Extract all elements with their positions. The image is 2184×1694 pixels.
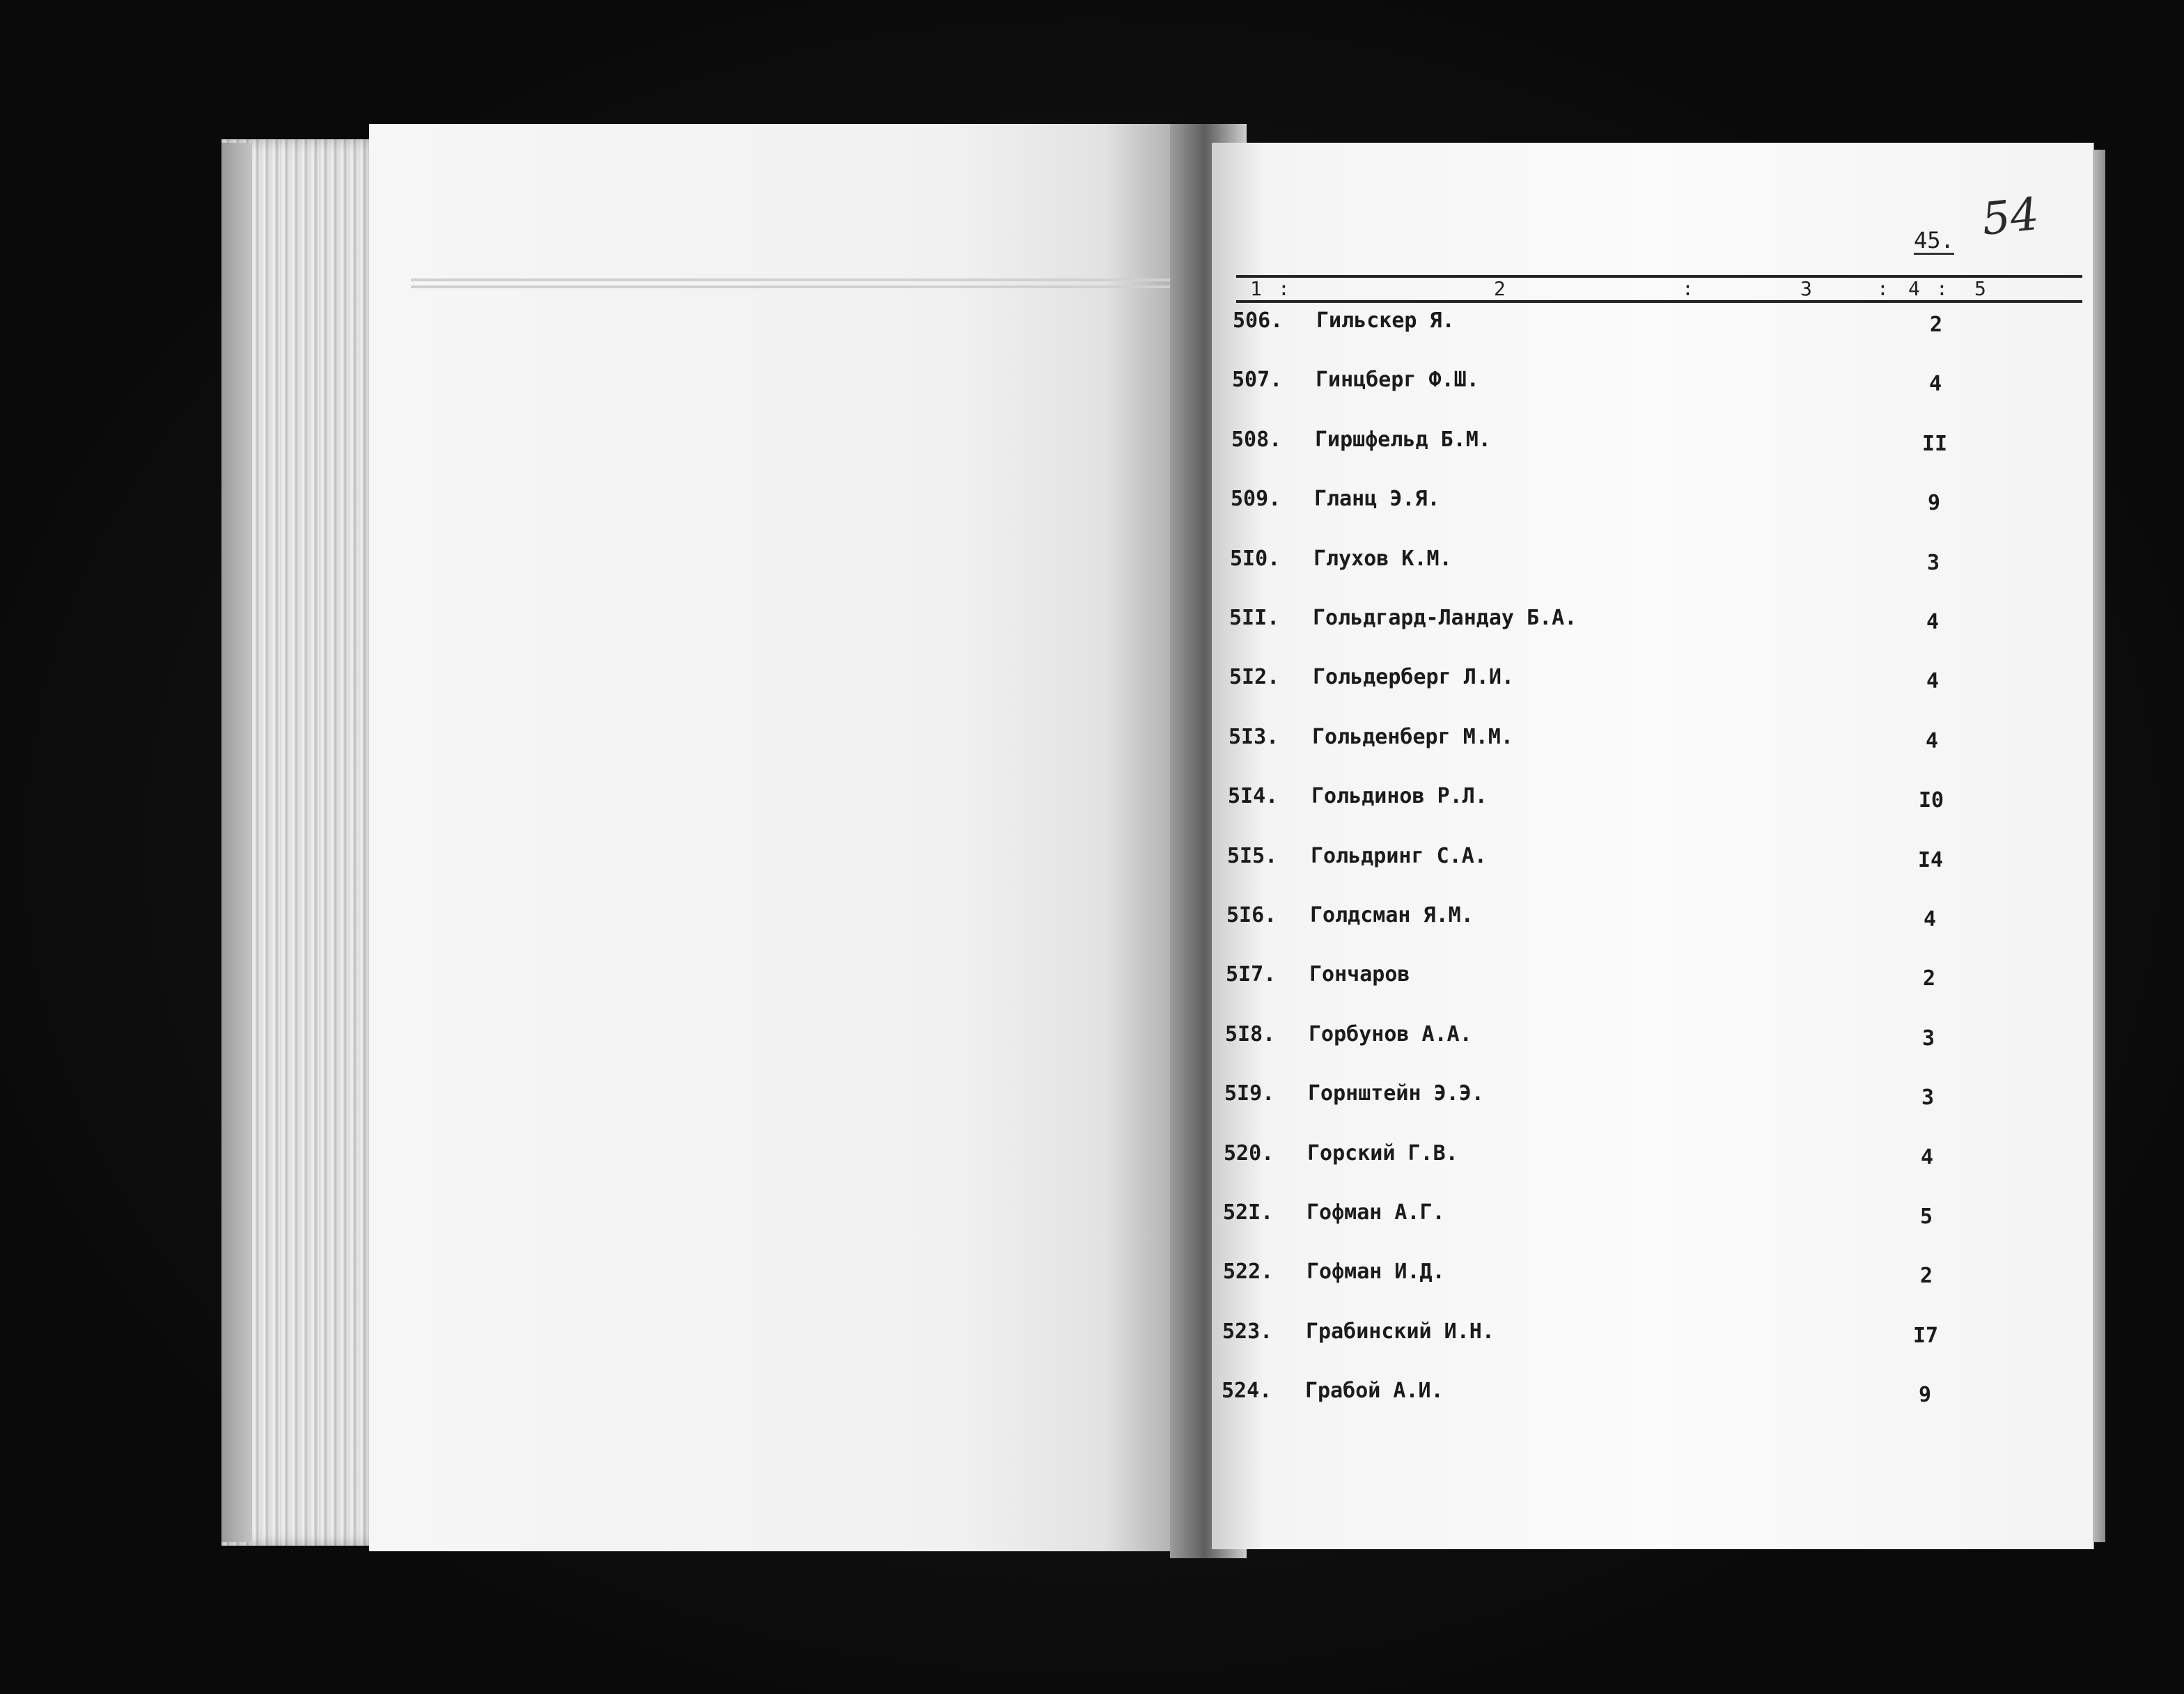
entry-count: 4 [1925, 728, 1939, 753]
list-item [1230, 547, 2052, 577]
list-item [1229, 606, 2051, 636]
list-item [1223, 1260, 2045, 1290]
list-item [1224, 1081, 2046, 1112]
entry-number: 5I3. [1228, 724, 1279, 749]
entry-number: 5I7. [1226, 962, 1277, 987]
entry-name: Гольдгард-Ландау Б.А. [1313, 606, 1577, 630]
entry-count: 5 [1919, 1205, 1933, 1229]
entry-number: 5I5. [1227, 843, 1278, 868]
list-item [1229, 665, 2051, 696]
list-item [1231, 428, 2053, 458]
entry-count: II [1921, 431, 1948, 456]
column-separator: : [1936, 277, 1948, 300]
entry-name: Гильскер Я. [1316, 308, 1455, 333]
left-page [369, 124, 1205, 1551]
book-cover-edge [221, 143, 252, 1542]
entry-name: Горский Г.В. [1307, 1140, 1458, 1166]
entry-name: Гольдинов Р.Л. [1311, 784, 1488, 809]
list-item [1222, 1319, 2044, 1350]
column-header-4: 4 [1908, 277, 1920, 300]
column-separator: : [1682, 277, 1694, 300]
entry-name: Гольдерберг Л.И. [1313, 665, 1514, 690]
entry-number: 520. [1224, 1140, 1274, 1166]
entry-number: 5I8. [1225, 1021, 1276, 1046]
entry-number: 509. [1231, 487, 1281, 512]
entry-name: Грабой А.И. [1305, 1379, 1444, 1404]
entry-count: 4 [1926, 610, 1940, 634]
list-item [1228, 725, 2050, 755]
entry-name: Гольденберг М.М. [1312, 724, 1513, 749]
entry-name: Гланц Э.Я. [1314, 487, 1440, 512]
entry-count: 2 [1919, 1264, 1933, 1289]
entry-number: 507. [1232, 368, 1283, 393]
entry-name: Горбунов А.А. [1309, 1021, 1472, 1046]
list-item [1223, 1200, 2045, 1231]
list-item [1231, 487, 2052, 517]
entry-name: Гофман А.Г. [1306, 1200, 1445, 1225]
entry-number: 5I0. [1230, 546, 1281, 571]
list-item [1232, 368, 2054, 398]
entry-number: 506. [1233, 308, 1284, 333]
list-item [1226, 962, 2048, 993]
column-separator: : [1278, 277, 1290, 300]
entry-name: Горнштейн Э.Э. [1308, 1081, 1484, 1106]
entry-count: I7 [1912, 1323, 1939, 1348]
entry-number: 5II. [1229, 606, 1280, 630]
entry-name: Гинцберг Ф.Ш. [1316, 368, 1479, 393]
entry-number: 5I2. [1229, 665, 1280, 690]
entry-count: 3 [1921, 1026, 1935, 1051]
column-header-row [1236, 277, 2082, 301]
left-page-header-rule-2 [411, 285, 1205, 288]
list-item [1226, 903, 2048, 934]
entry-number: 5I4. [1228, 784, 1279, 809]
entry-count: I4 [1917, 847, 1944, 872]
entry-count: 4 [1920, 1145, 1934, 1170]
right-page-edge [2093, 150, 2105, 1542]
list-item [1225, 1022, 2047, 1053]
column-header-2: 2 [1494, 277, 1506, 300]
list-item [1224, 1141, 2045, 1172]
entry-number: 52I. [1223, 1200, 1274, 1225]
entry-number: 5I6. [1226, 903, 1277, 927]
entry-count: 2 [1922, 966, 1936, 991]
entry-number: 508. [1231, 427, 1282, 452]
column-separator: : [1877, 277, 1889, 300]
entry-count: 4 [1928, 372, 1942, 397]
list-item [1228, 784, 2050, 815]
entry-name: Гиршфельд Б.М. [1315, 427, 1491, 452]
entry-count: 4 [1926, 669, 1940, 694]
entry-name: Голдсман Я.М. [1310, 903, 1474, 927]
entry-number: 524. [1222, 1379, 1272, 1404]
entry-count: I0 [1918, 788, 1944, 813]
entry-count: 3 [1926, 550, 1940, 575]
list-item [1222, 1379, 2043, 1409]
entry-count: 2 [1929, 313, 1943, 337]
table-header-rule [1236, 300, 2082, 303]
entry-count: 9 [1927, 491, 1941, 516]
entry-name: Глухов К.М. [1313, 546, 1452, 571]
entry-count: 9 [1918, 1383, 1932, 1408]
entry-count: 3 [1921, 1085, 1935, 1111]
list-item [1233, 308, 2054, 339]
entry-name: Гольдринг С.А. [1311, 843, 1487, 868]
column-header-3: 3 [1800, 277, 1812, 300]
entry-count: 4 [1923, 907, 1937, 932]
list-item [1227, 844, 2049, 875]
entry-name: Гончаров [1309, 962, 1410, 987]
entry-number: 5I9. [1224, 1081, 1275, 1106]
entry-number: 522. [1223, 1260, 1274, 1285]
entry-name: Гофман И.Д. [1306, 1260, 1445, 1285]
column-header-5: 5 [1974, 277, 1986, 300]
entry-name: Грабинский И.Н. [1306, 1319, 1495, 1344]
right-page [1212, 143, 2093, 1549]
page-number: 45. [1914, 227, 1954, 253]
archive-number: 54 [1979, 188, 2042, 246]
left-page-header-rule [411, 279, 1205, 281]
entry-number: 523. [1222, 1319, 1273, 1344]
column-header-1: 1 [1250, 277, 1262, 300]
